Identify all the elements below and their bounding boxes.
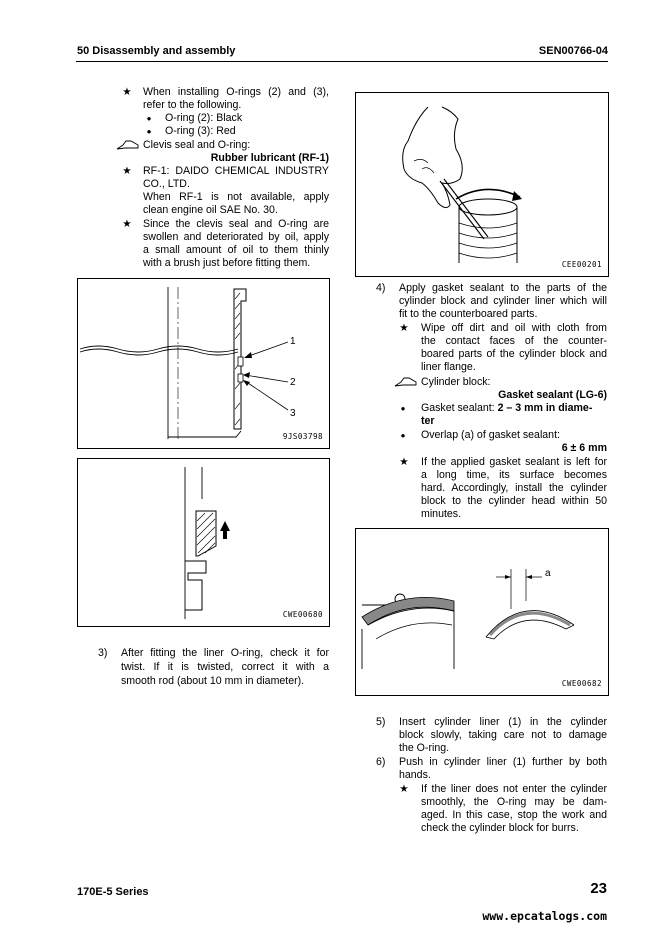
warn-line2: smoothly, the O-ring may be dam-: [421, 796, 607, 808]
rf1-line1: RF-1: DAIDO CHEMICAL INDUSTRY: [143, 165, 329, 177]
wipe-line4: liner flange.: [421, 361, 476, 373]
figure-code: CWE00682: [561, 678, 602, 688]
liner-section-drawing: [78, 279, 329, 448]
left-line2: a long time, its surface becomes: [421, 469, 607, 481]
step5-line2: block slowly, taking care not to damage: [399, 729, 607, 741]
gasket-spec: [421, 402, 592, 415]
swollen-line2: swollen and deteriorated by oil, apply: [143, 231, 329, 243]
step4-line3: fit to the counterboared parts.: [399, 308, 538, 320]
gasket-value-cont: ter: [421, 415, 435, 427]
nozzle-icon: [116, 139, 140, 151]
star-mark: ★: [399, 783, 409, 795]
left-line5: minutes.: [421, 508, 462, 520]
lubricant-name: Rubber lubricant (RF-1): [210, 152, 329, 164]
swollen-line3: a small amount of oil to them thinly: [143, 244, 329, 256]
oring-intro-line2: refer to the following.: [143, 99, 242, 111]
left-line3: hard. Accordingly, install the cylinder: [421, 482, 607, 494]
oring-intro-line1: When installing O-rings (2) and (3),: [143, 86, 329, 98]
clevis-label: Clevis seal and O-ring:: [143, 139, 251, 151]
warn-line3: aged. In this case, stop the work and: [421, 809, 607, 821]
watermark-link[interactable]: www.epcatalogs.com: [482, 909, 607, 923]
step3-line1: After fitting the liner O-ring, check it for: [121, 647, 329, 659]
swollen-line1: Since the clevis seal and O-ring are: [143, 218, 329, 230]
star-mark: ★: [122, 165, 132, 177]
gasket-application-figure: [355, 92, 609, 277]
section-title: 50 Disassembly and assembly: [77, 45, 236, 57]
step4-line2: cylinder block and cylinder liner which will: [399, 295, 607, 307]
bullet-mark: ●: [146, 127, 152, 136]
left-line1: If the applied gasket sealant is left for: [421, 456, 607, 468]
step3-line2: twist. If it is twisted, correct it with a: [121, 661, 329, 673]
footer-series: 170E-5 Series: [77, 886, 149, 898]
figure-code: CWE00680: [282, 609, 323, 619]
hand-with-brush-drawing: [356, 93, 608, 276]
bullet-mark: ●: [400, 404, 406, 413]
callout-3: 3: [290, 408, 296, 419]
overlap-label: Overlap (a) of gasket sealant:: [421, 429, 560, 441]
step4-line1: Apply gasket sealant to the parts of the: [399, 282, 607, 294]
wipe-line2: the contact faces of the counter-: [421, 335, 607, 347]
step6-line1: Push in cylinder liner (1) further by both: [399, 756, 607, 768]
page-number: 23: [590, 880, 607, 897]
star-mark: ★: [122, 218, 132, 230]
figure-code: 9JS03798: [282, 431, 323, 441]
star-mark: ★: [399, 322, 409, 334]
step-number: 4): [376, 282, 386, 294]
left-line4: block to the cylinder head within 50: [421, 495, 607, 507]
rf1-line2: CO., LTD.: [143, 178, 190, 190]
liner-flange-drawing: [78, 459, 329, 626]
rf1-line3: When RF-1 is not available, apply: [143, 191, 329, 203]
sealant-overlap-drawing: [356, 529, 608, 695]
bullet-mark: ●: [400, 431, 406, 440]
step-number: 5): [376, 716, 386, 728]
callout-2: 2: [290, 377, 296, 388]
overlap-value: 6 ± 6 mm: [561, 442, 607, 454]
wipe-line1: Wipe off dirt and oil with cloth from: [421, 322, 607, 334]
nozzle-icon: [394, 376, 418, 388]
gasket-value: 2 – 3 mm in diame-: [497, 402, 593, 414]
figure-code: CEE00201: [561, 259, 602, 269]
oring3-color: O-ring (3): Red: [165, 125, 236, 137]
callout-1: 1: [290, 336, 296, 347]
sealant-name: Gasket sealant (LG-6): [498, 389, 607, 401]
step-number: 3): [98, 647, 108, 659]
step5-line3: the O-ring.: [399, 742, 450, 754]
liner-flange-figure: [77, 458, 330, 627]
oring2-color: O-ring (2): Black: [165, 112, 243, 124]
warn-line1: If the liner does not enter the cylinder: [421, 783, 607, 795]
star-mark: ★: [122, 86, 132, 98]
wipe-line3: boared parts of the cylinder block and: [421, 348, 607, 360]
dimension-a-label: a: [545, 568, 551, 579]
step6-line2: hands.: [399, 769, 431, 781]
liner-section-figure: [77, 278, 330, 449]
step-number: 6): [376, 756, 386, 768]
bullet-mark: ●: [146, 114, 152, 123]
sealant-overlap-figure: [355, 528, 609, 696]
warn-line4: check the cylinder block for burrs.: [421, 822, 579, 834]
doc-code: SEN00766-04: [538, 45, 608, 57]
gasket-prefix: Gasket sealant:: [421, 402, 498, 414]
star-mark: ★: [399, 456, 409, 468]
step3-line3: smooth rod (about 10 mm in diameter).: [121, 675, 305, 687]
step5-line1: Insert cylinder liner (1) in the cylinder: [399, 716, 607, 728]
rf1-line4: clean engine oil SAE No. 30.: [143, 204, 278, 216]
block-label: Cylinder block:: [421, 376, 491, 388]
swollen-line4: with a brush just before fitting them.: [143, 257, 311, 269]
header-rule: [76, 61, 608, 62]
